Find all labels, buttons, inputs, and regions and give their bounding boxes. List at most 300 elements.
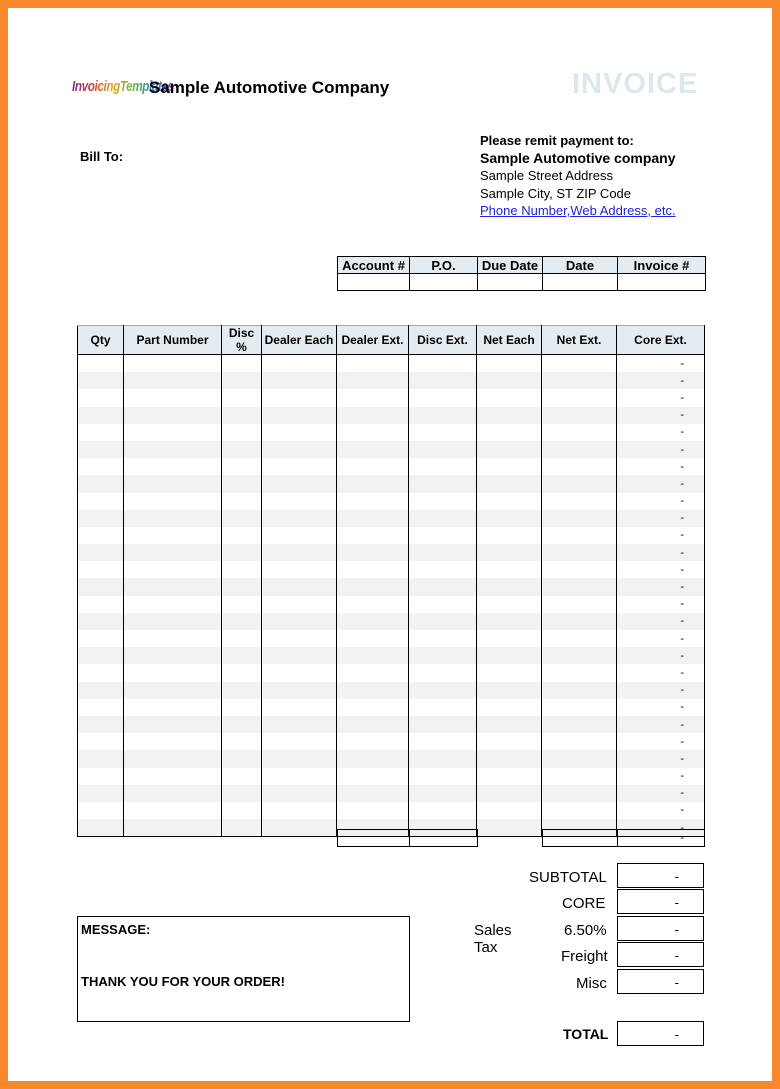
dealer-ext-cell[interactable] [337,802,409,819]
dealer-ext-cell[interactable] [337,578,409,595]
disc-ext-cell[interactable] [409,389,477,406]
part-number-cell[interactable] [124,596,222,613]
net-each-cell[interactable] [477,578,542,595]
total-label: TOTAL [563,1026,609,1042]
qty-cell[interactable] [78,630,124,647]
table-row [78,733,705,750]
disc-ext-cell[interactable] [409,475,477,492]
net-ext-cell[interactable] [542,630,617,647]
part-number-cell[interactable] [124,475,222,492]
dealer-each-cell[interactable] [262,819,337,837]
disc-pct-cell[interactable] [222,372,262,389]
disc-pct-cell[interactable] [222,785,262,802]
misc-label: Misc [576,975,607,992]
part-number-cell[interactable] [124,458,222,475]
net-each-cell[interactable] [477,768,542,785]
table-row [78,458,705,475]
core-ext-cell[interactable]: - [617,493,705,510]
dealer-each-cell[interactable] [262,802,337,819]
disc-ext-cell[interactable] [409,458,477,475]
part-number-cell[interactable] [124,699,222,716]
core-value[interactable]: - [617,889,704,914]
part-number-cell[interactable] [124,630,222,647]
net-ext-cell[interactable] [542,613,617,630]
disc-pct-cell[interactable] [222,424,262,441]
part-number-cell[interactable] [124,389,222,406]
invoicing-templates-logo: InvoicingTemplates [72,78,174,95]
part-number-cell[interactable] [124,750,222,767]
dealer-each-cell[interactable] [262,544,337,561]
core-ext-cell[interactable]: - [617,682,705,699]
net-ext-header: Net Ext. [542,326,617,355]
table-row [78,802,705,819]
part-number-cell[interactable] [124,441,222,458]
core-ext-cell[interactable]: - [617,647,705,664]
account-header: Account # [338,257,410,274]
net-ext-cell[interactable] [542,389,617,406]
qty-cell[interactable] [78,716,124,733]
part-number-cell[interactable] [124,733,222,750]
po-cell[interactable] [410,274,478,291]
disc-ext-cell[interactable] [409,733,477,750]
net-ext-cell[interactable] [542,561,617,578]
net-ext-cell[interactable] [542,682,617,699]
dealer-each-cell[interactable] [262,458,337,475]
dealer-each-cell[interactable] [262,647,337,664]
dealer-ext-cell[interactable] [337,527,409,544]
dealer-ext-cell[interactable] [337,510,409,527]
company-name: Sample Automotive Company [149,78,390,97]
net-each-cell[interactable] [477,682,542,699]
part-number-header: Part Number [124,326,222,355]
core-ext-cell[interactable]: - [617,544,705,561]
disc-pct-cell[interactable] [222,510,262,527]
account-cell[interactable] [338,274,410,291]
disc-pct-cell[interactable] [222,682,262,699]
dealer-ext-cell[interactable] [337,733,409,750]
disc-ext-cell[interactable] [409,716,477,733]
part-number-cell[interactable] [124,647,222,664]
table-row [78,664,705,681]
part-number-cell[interactable] [124,527,222,544]
disc-ext-cell[interactable] [409,613,477,630]
dealer-each-cell[interactable] [262,750,337,767]
core-ext-cell[interactable]: - [617,630,705,647]
sales-tax-value[interactable]: - [617,916,704,941]
dealer-ext-cell[interactable] [337,613,409,630]
core-ext-cell[interactable]: - [617,733,705,750]
dealer-ext-cell[interactable] [337,699,409,716]
core-ext-cell[interactable]: - [617,527,705,544]
net-ext-cell[interactable] [542,355,617,373]
net-each-cell[interactable] [477,372,542,389]
disc-pct-cell[interactable] [222,475,262,492]
dealer-ext-cell[interactable] [337,682,409,699]
subtotal-label: SUBTOTAL [529,869,607,886]
disc-pct-cell[interactable] [222,527,262,544]
qty-cell[interactable] [78,441,124,458]
part-number-cell[interactable] [124,802,222,819]
table-row [78,407,705,424]
dealer-each-cell[interactable] [262,355,337,373]
net-ext-cell[interactable] [542,596,617,613]
disc-pct-cell[interactable] [222,664,262,681]
net-ext-cell[interactable] [542,733,617,750]
disc-ext-cell[interactable] [409,510,477,527]
part-number-cell[interactable] [124,768,222,785]
net-ext-cell[interactable] [542,424,617,441]
dealer-each-cell[interactable] [262,768,337,785]
net-ext-cell[interactable] [542,493,617,510]
disc-pct-cell[interactable] [222,441,262,458]
total-value[interactable]: - [617,1021,704,1046]
disc-pct-cell[interactable] [222,493,262,510]
dealer-ext-cell[interactable] [337,458,409,475]
disc-pct-cell[interactable] [222,561,262,578]
disc-pct-cell[interactable] [222,578,262,595]
remit-block [480,132,676,220]
dealer-ext-cell[interactable] [337,561,409,578]
qty-cell[interactable] [78,785,124,802]
bill-to-label: Bill To: [80,149,124,164]
qty-cell[interactable] [78,424,124,441]
invoice-title: INVOICE [572,68,699,100]
disc-pct-cell[interactable] [222,630,262,647]
qty-header: Qty [78,326,124,355]
part-number-cell[interactable] [124,355,222,373]
net-each-cell[interactable] [477,750,542,767]
part-number-cell[interactable] [124,578,222,595]
disc-pct-cell[interactable] [222,733,262,750]
dealer-each-cell[interactable] [262,596,337,613]
dealer-ext-cell[interactable] [337,389,409,406]
dealer-each-cell[interactable] [262,630,337,647]
core-ext-cell[interactable]: - [617,407,705,424]
part-number-cell[interactable] [124,510,222,527]
dealer-ext-cell[interactable] [337,664,409,681]
core-ext-cell[interactable]: - [617,664,705,681]
disc-ext-cell[interactable] [409,647,477,664]
net-each-cell[interactable] [477,355,542,373]
net-each-cell[interactable] [477,544,542,561]
net-ext-cell[interactable] [542,716,617,733]
core-ext-cell[interactable]: - [617,475,705,492]
dealer-each-cell[interactable] [262,716,337,733]
remit-contact-link[interactable]: Phone Number,Web Address, etc. [480,203,676,218]
disc-ext-cell[interactable] [409,699,477,716]
net-ext-cell[interactable] [542,372,617,389]
qty-cell[interactable] [78,544,124,561]
disc-pct-cell[interactable] [222,699,262,716]
disc-pct-cell[interactable] [222,613,262,630]
disc-ext-cell[interactable] [409,682,477,699]
net-ext-cell[interactable] [542,802,617,819]
misc-value[interactable]: - [617,969,704,994]
part-number-cell[interactable] [124,561,222,578]
dealer-each-cell[interactable] [262,699,337,716]
qty-cell[interactable] [78,527,124,544]
items-table [77,325,705,837]
net-ext-cell[interactable] [542,441,617,458]
qty-cell[interactable] [78,733,124,750]
part-number-cell[interactable] [124,664,222,681]
net-ext-cell[interactable] [542,527,617,544]
qty-cell[interactable] [78,819,124,837]
part-number-cell[interactable] [124,424,222,441]
core-ext-cell[interactable]: - [617,768,705,785]
dealer-each-cell[interactable] [262,441,337,458]
disc-ext-cell[interactable] [409,527,477,544]
qty-cell[interactable] [78,561,124,578]
part-number-cell[interactable] [124,544,222,561]
dealer-each-cell[interactable] [262,682,337,699]
dealer-each-cell[interactable] [262,389,337,406]
part-number-cell[interactable] [124,493,222,510]
dealer-each-cell[interactable] [262,372,337,389]
core-ext-cell[interactable]: - [617,819,705,837]
disc-pct-cell[interactable] [222,750,262,767]
dealer-each-header: Dealer Each [262,326,337,355]
net-each-cell[interactable] [477,441,542,458]
dealer-ext-cell[interactable] [337,372,409,389]
dealer-each-cell[interactable] [262,578,337,595]
disc-ext-cell[interactable] [409,355,477,373]
core-ext-cell[interactable]: - [617,372,705,389]
core-ext-cell[interactable]: - [617,596,705,613]
net-ext-cell[interactable] [542,699,617,716]
disc-ext-cell[interactable] [409,750,477,767]
qty-cell[interactable] [78,458,124,475]
core-ext-cell[interactable]: - [617,424,705,441]
net-each-cell[interactable] [477,785,542,802]
dealer-ext-cell[interactable] [337,647,409,664]
qty-cell[interactable] [78,750,124,767]
dealer-each-cell[interactable] [262,493,337,510]
qty-cell[interactable] [78,355,124,373]
net-each-spacer [478,830,543,847]
core-ext-cell[interactable]: - [617,750,705,767]
net-each-cell[interactable] [477,613,542,630]
core-ext-cell[interactable]: - [617,389,705,406]
freight-value[interactable]: - [617,942,704,967]
core-ext-cell[interactable]: - [617,699,705,716]
net-each-cell[interactable] [477,561,542,578]
remit-street: Sample Street Address [480,168,613,183]
core-ext-cell[interactable]: - [617,510,705,527]
dealer-ext-cell[interactable] [337,493,409,510]
disc-ext-cell[interactable] [409,372,477,389]
net-each-cell[interactable] [477,389,542,406]
net-ext-cell[interactable] [542,475,617,492]
disc-ext-cell[interactable] [409,802,477,819]
qty-cell[interactable] [78,682,124,699]
net-each-cell[interactable] [477,699,542,716]
disc-pct-cell[interactable] [222,819,262,837]
core-ext-total: - [618,830,705,847]
qty-cell[interactable] [78,647,124,664]
net-ext-cell[interactable] [542,647,617,664]
net-each-cell[interactable] [477,527,542,544]
table-row [78,527,705,544]
qty-cell[interactable] [78,475,124,492]
dealer-ext-cell[interactable] [337,785,409,802]
net-ext-cell[interactable] [542,768,617,785]
net-ext-cell[interactable] [542,407,617,424]
table-row [78,372,705,389]
disc-pct-cell[interactable] [222,768,262,785]
disc-pct-cell[interactable] [222,647,262,664]
qty-cell[interactable] [78,407,124,424]
net-ext-cell[interactable] [542,458,617,475]
disc-ext-cell[interactable] [409,544,477,561]
table-row [78,493,705,510]
net-ext-cell[interactable] [542,785,617,802]
qty-cell[interactable] [78,578,124,595]
date-header: Date [543,257,618,274]
core-ext-cell[interactable]: - [617,785,705,802]
dealer-ext-cell[interactable] [337,355,409,373]
invoice-number-header: Invoice # [618,257,706,274]
due-date-cell[interactable] [478,274,543,291]
net-each-cell[interactable] [477,510,542,527]
remit-heading: Please remit payment to: [480,133,634,148]
dealer-each-cell[interactable] [262,733,337,750]
qty-cell[interactable] [78,802,124,819]
remit-city: Sample City, ST ZIP Code [480,185,632,201]
dealer-each-cell[interactable] [262,510,337,527]
core-ext-cell[interactable]: - [617,561,705,578]
part-number-cell[interactable] [124,785,222,802]
disc-ext-cell[interactable] [409,630,477,647]
core-ext-cell[interactable]: - [617,802,705,819]
part-number-cell[interactable] [124,372,222,389]
net-each-cell[interactable] [477,647,542,664]
net-ext-cell[interactable] [542,544,617,561]
core-ext-cell[interactable]: - [617,578,705,595]
disc-ext-cell[interactable] [409,493,477,510]
qty-cell[interactable] [78,768,124,785]
date-cell[interactable] [543,274,618,291]
net-each-cell[interactable] [477,407,542,424]
qty-cell[interactable] [78,493,124,510]
disc-pct-cell[interactable] [222,407,262,424]
remit-company: Sample Automotive company [480,149,676,166]
dealer-each-cell[interactable] [262,424,337,441]
net-ext-cell[interactable] [542,510,617,527]
net-each-cell[interactable] [477,424,542,441]
disc-pct-cell[interactable] [222,544,262,561]
net-each-cell[interactable] [477,733,542,750]
table-row [78,510,705,527]
disc-ext-cell[interactable] [409,561,477,578]
disc-ext-cell[interactable] [409,407,477,424]
net-each-cell[interactable] [477,493,542,510]
dealer-ext-cell[interactable] [337,750,409,767]
part-number-cell[interactable] [124,819,222,837]
core-ext-cell[interactable]: - [617,355,705,373]
part-number-cell[interactable] [124,716,222,733]
net-each-cell[interactable] [477,458,542,475]
core-ext-cell[interactable]: - [617,613,705,630]
net-each-header: Net Each [477,326,542,355]
part-number-cell[interactable] [124,407,222,424]
disc-pct-cell[interactable] [222,596,262,613]
disc-ext-cell[interactable] [409,768,477,785]
sales-tax-rate[interactable]: 6.50% [564,922,607,939]
table-row [78,750,705,767]
dealer-ext-cell[interactable] [337,544,409,561]
message-box[interactable] [77,916,410,1022]
disc-pct-cell[interactable] [222,716,262,733]
dealer-ext-cell[interactable] [337,630,409,647]
net-each-cell[interactable] [477,630,542,647]
table-row [78,578,705,595]
disc-ext-cell[interactable] [409,578,477,595]
dealer-each-cell[interactable] [262,785,337,802]
dealer-ext-cell[interactable] [337,441,409,458]
dealer-ext-cell[interactable] [337,475,409,492]
due-date-header: Due Date [478,257,543,274]
dealer-each-cell[interactable] [262,475,337,492]
dealer-each-cell[interactable] [262,664,337,681]
disc-ext-cell[interactable] [409,596,477,613]
disc-pct-cell[interactable] [222,355,262,373]
dealer-each-cell[interactable] [262,561,337,578]
qty-cell[interactable] [78,596,124,613]
invoice-number-cell[interactable] [618,274,706,291]
core-ext-cell[interactable]: - [617,458,705,475]
dealer-ext-cell[interactable] [337,596,409,613]
qty-cell[interactable] [78,389,124,406]
dealer-ext-cell[interactable] [337,407,409,424]
dealer-each-cell[interactable] [262,613,337,630]
dealer-ext-cell[interactable] [337,424,409,441]
part-number-cell[interactable] [124,682,222,699]
table-row [78,716,705,733]
net-ext-cell[interactable] [542,750,617,767]
disc-ext-cell[interactable] [409,785,477,802]
part-number-cell[interactable] [124,613,222,630]
qty-cell[interactable] [78,699,124,716]
qty-cell[interactable] [78,372,124,389]
dealer-each-cell[interactable] [262,527,337,544]
net-each-cell[interactable] [477,664,542,681]
dealer-each-cell[interactable] [262,407,337,424]
subtotal-value[interactable]: - [617,863,704,888]
disc-ext-cell[interactable] [409,664,477,681]
disc-ext-cell[interactable] [409,424,477,441]
qty-cell[interactable] [78,510,124,527]
core-ext-cell[interactable]: - [617,716,705,733]
net-each-cell[interactable] [477,716,542,733]
disc-pct-cell[interactable] [222,389,262,406]
qty-cell[interactable] [78,664,124,681]
net-each-cell[interactable] [477,475,542,492]
net-each-cell[interactable] [477,802,542,819]
net-each-cell[interactable] [477,596,542,613]
net-ext-cell[interactable] [542,578,617,595]
core-ext-cell[interactable]: - [617,441,705,458]
disc-pct-cell[interactable] [222,802,262,819]
net-ext-cell[interactable] [542,664,617,681]
table-row [78,441,705,458]
disc-ext-cell[interactable] [409,441,477,458]
dealer-ext-cell[interactable] [337,768,409,785]
dealer-ext-cell[interactable] [337,716,409,733]
column-totals-row [337,829,705,847]
disc-pct-cell[interactable] [222,458,262,475]
qty-cell[interactable] [78,613,124,630]
